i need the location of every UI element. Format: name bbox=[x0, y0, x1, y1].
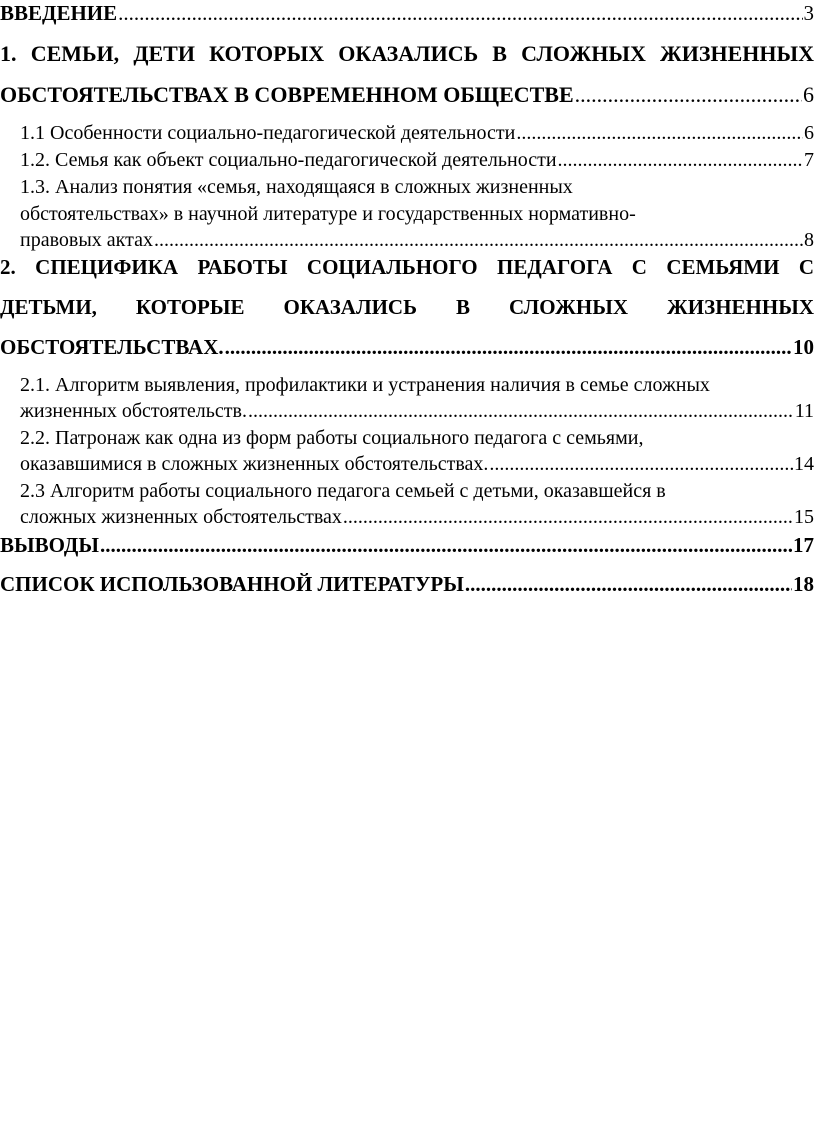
toc-entry-title: жизненных обстоятельств. bbox=[20, 400, 247, 422]
toc-section-1-3-line-1[interactable]: 1.3. Анализ понятия «семья, находящаяся в сложных жизненных bbox=[20, 176, 573, 198]
toc-entry-title: ВЫВОДЫ bbox=[0, 533, 99, 557]
toc-page-number: 7 bbox=[804, 149, 814, 171]
dot-leader bbox=[465, 570, 792, 598]
toc-page-number: 11 bbox=[794, 400, 814, 422]
toc-chapter-2-line-2[interactable]: ДЕТЬМИ, КОТОРЫЕ ОКАЗАЛИСЬ В СЛОЖНЫХ ЖИЗНЕННЫХ bbox=[0, 295, 814, 319]
toc-section-2-1-line-1[interactable]: 2.1. Алгоритм выявления, профилактики и устранения наличия в семье сложных bbox=[20, 374, 710, 396]
toc-page-number: 15 bbox=[794, 506, 814, 528]
toc-page-number: 3 bbox=[803, 1, 814, 25]
toc-page-number: 14 bbox=[794, 453, 814, 475]
toc-section-2-2-line-1[interactable]: 2.2. Патронаж как одна из форм работы социального педагога с семьями, bbox=[20, 427, 644, 449]
toc-section-2-2[interactable] bbox=[20, 451, 814, 477]
dot-leader bbox=[154, 227, 803, 253]
toc-entry-references[interactable] bbox=[0, 570, 814, 598]
dot-leader bbox=[118, 0, 802, 26]
toc-entry-title: 1.2. Семья как объект социально-педагогической деятельности bbox=[20, 149, 557, 171]
toc-section-1-2[interactable] bbox=[20, 147, 814, 173]
toc-entry-title: сложных жизненных обстоятельствах bbox=[20, 506, 342, 528]
dot-leader bbox=[248, 398, 794, 424]
toc-section-1-1[interactable] bbox=[20, 120, 814, 146]
toc-page-number: 17 bbox=[793, 533, 814, 557]
dot-leader bbox=[489, 451, 793, 477]
toc-entry-title: ОБСТОЯТЕЛЬСТВАХ В СОВРЕМЕННОМ ОБЩЕСТВЕ bbox=[0, 82, 574, 107]
toc-page-number: 10 bbox=[793, 335, 814, 359]
dot-leader bbox=[225, 333, 792, 361]
toc-chapter-1-line-1[interactable]: 1. СЕМЬИ, ДЕТИ КОТОРЫХ ОКАЗАЛИСЬ В СЛОЖНЫХ ЖИЗНЕННЫХ bbox=[0, 41, 814, 66]
toc-entry-intro[interactable] bbox=[0, 0, 814, 26]
toc-entry-conclusions[interactable] bbox=[0, 531, 814, 559]
toc-page-number: 6 bbox=[803, 82, 814, 107]
toc-entry-title: ВВЕДЕНИЕ bbox=[0, 1, 118, 25]
toc-entry-title: 1.1 Особенности социально-педагогической деятельности bbox=[20, 122, 516, 144]
dot-leader bbox=[343, 504, 793, 530]
dot-leader bbox=[558, 147, 803, 173]
dot-leader bbox=[100, 531, 792, 559]
toc-chapter-1[interactable] bbox=[0, 81, 814, 109]
toc-entry-title: СПИСОК ИСПОЛЬЗОВАННОЙ ЛИТЕРАТУРЫ bbox=[0, 572, 464, 596]
toc-section-2-3-line-1[interactable]: 2.3 Алгоритм работы социального педагога семьей с детьми, оказавшейся в bbox=[20, 480, 666, 502]
toc-page-number: 18 bbox=[793, 572, 814, 596]
toc-section-2-3[interactable] bbox=[20, 504, 814, 530]
toc-entry-title: ОБСТОЯТЕЛЬСТВАХ. bbox=[0, 335, 224, 359]
toc-page-number: 8 bbox=[804, 229, 814, 251]
toc-section-1-3-line-2[interactable]: обстоятельствах» в научной литературе и государственных нормативно- bbox=[20, 203, 636, 225]
toc-entry-title: правовых актах bbox=[20, 229, 153, 251]
toc-chapter-2[interactable] bbox=[0, 333, 814, 361]
dot-leader bbox=[575, 81, 802, 109]
toc-section-2-1[interactable] bbox=[20, 398, 814, 424]
toc-entry-title: оказавшимися в сложных жизненных обстоятельствах. bbox=[20, 453, 489, 475]
toc-section-1-3[interactable] bbox=[20, 227, 814, 253]
toc-chapter-2-line-1[interactable]: 2. СПЕЦИФИКА РАБОТЫ СОЦИАЛЬНОГО ПЕДАГОГА С СЕМЬЯМИ С bbox=[0, 255, 814, 279]
toc-page-number: 6 bbox=[804, 122, 814, 144]
dot-leader bbox=[516, 120, 803, 146]
